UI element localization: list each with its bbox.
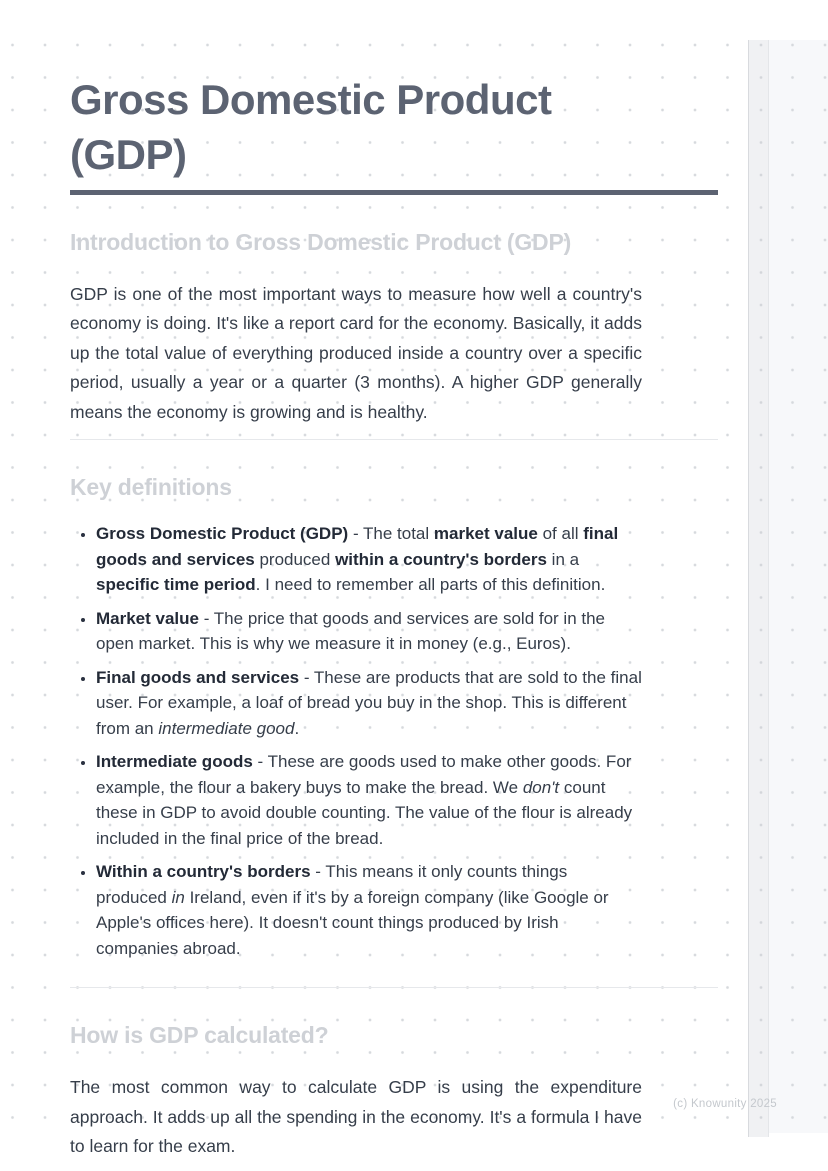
section-heading-how-gdp-calculated: How is GDP calculated? <box>70 1022 329 1049</box>
section-introduction <box>70 229 718 428</box>
section-divider <box>70 987 718 988</box>
note-content <box>70 40 718 1162</box>
section-how-gdp-calculated <box>70 1022 718 1162</box>
definitions-list <box>70 521 642 961</box>
calculation-paragraph: The most common way to calculate GDP is using the expenditure approach. It adds up all the spending in the economy. It's a formula I have to learn for the exam. <box>70 1077 642 1157</box>
definition-item: • Market value - The price that goods and services are sold for in the open market. This is why we measure it in money (e.g., Euros). <box>96 606 642 657</box>
note-page <box>0 40 748 1157</box>
copyright-watermark: (c) Knowunity 2025 <box>673 1098 777 1110</box>
definition-item: • Final goods and services - These are products that are sold to the final user. For example, a loaf of bread you buy in the shop. This is different from an intermediate good. <box>96 665 642 742</box>
definition-item: • Intermediate goods - These are goods used to make other goods. For example, the flour a bakery buys to make the bread. We don't count these in GDP to avoid double counting. The value of the flour is already included in the final price of the bread. <box>96 749 642 851</box>
section-heading-introduction: Introduction to Gross Domestic Product (GDP) <box>70 228 572 255</box>
section-key-definitions <box>70 474 718 961</box>
title-rule <box>70 190 718 195</box>
section-divider <box>70 439 718 440</box>
page-title: Gross Domestic Product (GDP) <box>70 76 552 178</box>
definition-item: • Within a country's borders - This means it only counts things produced in Ireland, even if it's by a foreign company (like Google or Apple's offices here). It doesn't count things produced by Irish companies abroad. <box>96 859 642 961</box>
definition-item: • Gross Domestic Product (GDP) - The total market value of all final goods and services produced within a country's borders in a specific time period. I need to remember all parts of this definition. <box>96 521 642 598</box>
page-gutter <box>748 40 769 1137</box>
introduction-paragraph: GDP is one of the most important ways to measure how well a country's economy is doing. It's like a report card for the economy. Basically, it adds up the total value of everything produced inside a country over a specific period, usually a year or a quarter (3 months). A higher GDP generally means the economy is growing and is healthy. <box>70 283 642 422</box>
adjacent-page-edge <box>769 40 828 1133</box>
section-heading-key-definitions: Key definitions <box>70 474 232 501</box>
